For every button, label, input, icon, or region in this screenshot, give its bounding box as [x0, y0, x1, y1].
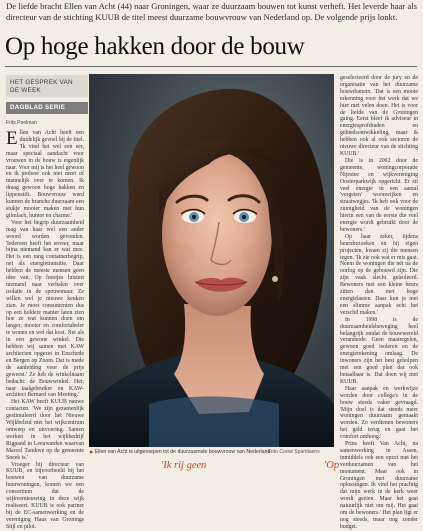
- byline: Frits Poelman: [6, 120, 37, 126]
- body-paragraph: Het KAW heeft KUUB nauwe contacten. 'We zijn gezamenlijk gestimuleerd door het Nieuwe Wijkbeleid met het wijkcentrum ontwerp en uitvoering. Samen werken in het wijkbedrijf Rigpand in Leeuwarden waarvan Marcel Tamkwe op de gemeente Sneek is.': [6, 399, 84, 461]
- body-paragraph: Die is in 2002 door de gemeente, woningcorporatie Nijestee en wijkvereniging Oosterparkwijk opgericht. Er zit veel energie in een aantal 'vergeten' woonwijken en straatwegjes. 'Ik heb ook voor de zuinigheid van de woningen hierin een van de eerste die veel energie wordt gebruikt door de bewoners.': [340, 157, 418, 233]
- pullquote-text: 'Ik rij geen: [161, 460, 207, 471]
- body-paragraph: [6, 130, 84, 220]
- article-headline: Op hoge hakken door de bouw: [5, 33, 305, 60]
- caption-bullet-icon: ●: [89, 449, 94, 456]
- series-kicker: HET GESPREK VAN DE WEEK: [6, 75, 88, 97]
- dropcap: E: [6, 128, 18, 149]
- body-paragraph: Vroeger bij directeur van KUUB, en bijvoorbeeld bij het bouwen van duurzame huurwoningen, komen we een consortium dat de wijkvernieuwing in deze wijk realiseert. KUUB is ook partner bij de EC-samenwerking en de vereniging Haus van Gronings Stijl en pilot.: [6, 461, 84, 530]
- series-label: DAGBLAD SERIE: [6, 102, 88, 114]
- body-paragraph: In 1998 is de duurzaamheidsbeweging heel belangrijk omdat de bouwwereld veranderde. Geen maatregelen, gewoon goed isoleren en de energierekening omlaag. De inwoners zijn het best geholpen met een goed plan dat ook betaalbaar is. Dat doen wij met KUUB.: [340, 316, 418, 385]
- pullquote: [89, 458, 340, 475]
- right-column: [340, 75, 418, 530]
- body-paragraph: Prins heeft Van Acht, na samenwerking in Assen, inmiddels ook een opzet met het verduurzamen van het monument. Maar ook in Groningen met duurzame oplossingen. Ik vind het prachtig dat mijn werk in de kerk weer wordt gezien. Maar het gaat natuurlijk niet om mij. Het gaat om de bewoners.' Het plan ligt er nog steeds, maar nog zonder budget.: [340, 441, 418, 530]
- body-paragraph: Op haar zeker, tijdens beursbezoeken en bij eigen projecten, kwam zij die mensen tegen. 'Ik zie ook wat er mis gaat. Neem de woningen die nét na de oorlog op de gebouwd zijn. Die zijn vaak slecht geïsoleerd. Bewoners met een kleine beurs zitten dan met hoge energielasten. Daar kun je met een slimme aanpak echt het verschil maken.': [340, 233, 418, 316]
- article-lead: De liefde bracht Ellen van Acht (44) naar Groningen, waar ze duurzaam bouwen tot kunst verheft. Het leverde haar als directeur van de stichting KUUB de titel meest duurzame bouwvrouw van Nederland op. De volgende prijs lonkt.: [6, 1, 417, 22]
- pullquote-text: 'Op: [324, 460, 340, 471]
- headline-divider: [5, 66, 417, 67]
- body-paragraph: geselecteerd door de jury en de organisatie van het duurzame bouwdomein. 'Dat is een mooie erkenning voor het werk dat we hier met velen doen. Het is voor de liefde van de Groningen gaing. Eerst bleef ik adviseur in energiesprofdraden en gebiedsontwikkeling, maar ik hebben ook al ook sectoren de nieuwe directeur van de stichting KUUB.': [340, 75, 418, 157]
- body-paragraph-text: llen van Acht heeft een duidelijk gevoel bij de titel. 'Ik vind het wel een eer, maar speciaal aandacht voor vrouwen in de bouw is eigenlijk naar. Voor mij is het heel gewoon en ik probeer ook niet meer of mannelijk over te komen. Ik draag gewoon hoge hakken en lippenstift. Bouwvrouw werd kunnen de branche duurzaam een stukje mooier maken met hun gilmlach, humor en charme.': [6, 130, 84, 219]
- photo-credit: Foto Corné Sparidaens: [268, 449, 320, 455]
- portrait-photo: [89, 74, 334, 447]
- caption-text: Ellen van Acht is uitgeroepen tot de duurzaamste bouwvrouw van Nederland.: [94, 449, 272, 455]
- body-paragraph: Haar aanpak en werkwijze worden door collega's in de bouw steeds vaker gevraagd. 'Mijn doel is dat steeds meer woningen duurzaam gemaakt worden. Zo verdienen bewoners het geld terug en gaat het comfort omhoog.': [340, 385, 418, 441]
- left-column: [6, 128, 84, 530]
- body-paragraph: Voor het begrip duurzaamheid mag van haar wel een ander woord worden gevonden. 'Iedereen heeft het erover, maar bijna niemand kan er wat mee. Het is een rang containerbegrip, net als energietransitie. Daar hebben de meeste mensen geen idee van. Op feestjes luistert niemand naar verhalen over isolatie in de spouwmuur. Ze willen wel je nieuwe keuken zien. Je moet consumenten dus op een holdere manier laten zien hoe ze wat kunnen doen om langer, mooier en comfortabeler te wonen en wel dat kost. Net als in een gewone winkel. Die hebben wij samen met KAW architecten opgezet in Enschede en Bergen op Zoom. Dat is mede de aanleiding voor de prijs geweest.' Ze heb de winkelnaam bedacht: de Bouwwinkel. Het; naar taalgebruiker en KAW-architect Bernard van Meeting.': [6, 219, 84, 399]
